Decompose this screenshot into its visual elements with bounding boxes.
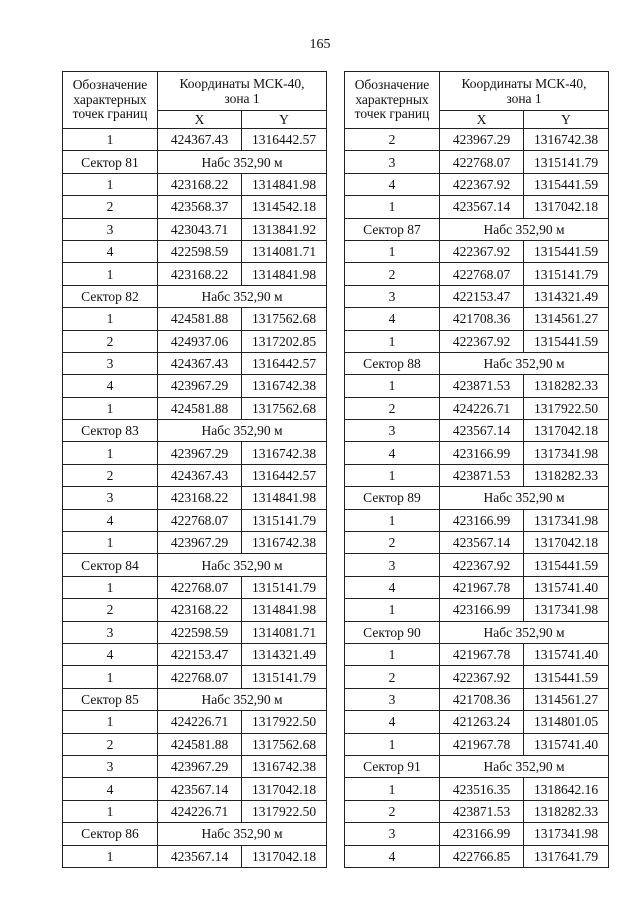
y-coordinate: 1317562.68	[242, 397, 327, 419]
table-row	[63, 509, 327, 531]
table-row	[345, 554, 609, 576]
x-coordinate: 423166.99	[440, 599, 524, 621]
y-coordinate: 1317341.98	[524, 823, 609, 845]
point-number: 4	[345, 442, 440, 464]
point-number: 4	[63, 509, 158, 531]
x-coordinate: 423168.22	[158, 173, 242, 195]
x-coordinate: 423967.29	[158, 532, 242, 554]
x-coordinate: 424367.43	[158, 464, 242, 486]
header-coord-line: зона 1	[506, 91, 542, 106]
x-coordinate: 422598.59	[158, 240, 242, 262]
point-number: 1	[63, 532, 158, 554]
point-number: 1	[63, 442, 158, 464]
y-coordinate: 1316742.38	[242, 375, 327, 397]
sector-name: Сектор 90	[345, 621, 440, 643]
sector-height: Набс 352,90 м	[158, 554, 327, 576]
point-number: 1	[63, 666, 158, 688]
sector-row	[63, 554, 327, 576]
y-coordinate: 1316442.57	[242, 464, 327, 486]
table-row	[63, 666, 327, 688]
table-header-row	[63, 72, 327, 111]
table-row	[345, 733, 609, 755]
table-row	[63, 129, 327, 151]
table-row	[63, 711, 327, 733]
sector-height: Набс 352,90 м	[440, 352, 609, 374]
sector-row	[345, 621, 609, 643]
table-row	[345, 330, 609, 352]
table-body	[63, 129, 327, 868]
header-y: Y	[524, 111, 609, 129]
point-number: 3	[345, 151, 440, 173]
x-coordinate: 422367.92	[440, 666, 524, 688]
y-coordinate: 1314542.18	[242, 196, 327, 218]
table-row	[63, 173, 327, 195]
table-row	[345, 285, 609, 307]
header-point-line: Обозначение	[72, 77, 148, 93]
sector-height: Набс 352,90 м	[440, 755, 609, 777]
y-coordinate: 1318642.16	[524, 778, 609, 800]
table-row	[345, 240, 609, 262]
x-coordinate: 424937.06	[158, 330, 242, 352]
header-x: X	[158, 111, 242, 129]
x-coordinate: 423168.22	[158, 263, 242, 285]
table-row	[345, 263, 609, 285]
x-coordinate: 422367.92	[440, 554, 524, 576]
y-coordinate: 1315741.40	[524, 733, 609, 755]
table-row	[345, 823, 609, 845]
table-row	[345, 129, 609, 151]
x-coordinate: 422153.47	[158, 643, 242, 665]
x-coordinate: 424226.71	[158, 800, 242, 822]
sector-name: Сектор 81	[63, 151, 158, 173]
x-coordinate: 421263.24	[440, 711, 524, 733]
x-coordinate: 422598.59	[158, 621, 242, 643]
x-coordinate: 423967.29	[440, 129, 524, 151]
point-number: 1	[345, 330, 440, 352]
x-coordinate: 422768.07	[158, 509, 242, 531]
table-row	[63, 352, 327, 374]
coordinates-table-right	[344, 71, 609, 868]
table-row	[345, 375, 609, 397]
table-row	[345, 845, 609, 867]
header-coordinates	[158, 72, 327, 111]
y-coordinate: 1316442.57	[242, 129, 327, 151]
x-coordinate: 423168.22	[158, 599, 242, 621]
y-coordinate: 1316742.38	[242, 442, 327, 464]
y-coordinate: 1316742.38	[242, 755, 327, 777]
point-number: 4	[345, 173, 440, 195]
point-number: 4	[345, 576, 440, 598]
x-coordinate: 423871.53	[440, 800, 524, 822]
x-coordinate: 423567.14	[440, 196, 524, 218]
y-coordinate: 1315141.79	[242, 509, 327, 531]
point-number: 4	[345, 711, 440, 733]
sector-row	[63, 823, 327, 845]
table-row	[345, 576, 609, 598]
x-coordinate: 423567.14	[440, 532, 524, 554]
point-number: 2	[345, 129, 440, 151]
point-number: 1	[63, 800, 158, 822]
table-row	[63, 778, 327, 800]
header-point-line: характерных	[355, 91, 429, 107]
point-number: 2	[63, 733, 158, 755]
y-coordinate: 1317341.98	[524, 599, 609, 621]
x-coordinate: 423168.22	[158, 487, 242, 509]
table-row	[63, 218, 327, 240]
table-row	[63, 599, 327, 621]
sector-height: Набс 352,90 м	[158, 420, 327, 442]
point-number: 1	[345, 196, 440, 218]
x-coordinate: 423871.53	[440, 375, 524, 397]
x-coordinate: 423166.99	[440, 509, 524, 531]
point-number: 4	[63, 778, 158, 800]
table-row	[63, 733, 327, 755]
y-coordinate: 1317562.68	[242, 733, 327, 755]
point-number: 1	[63, 576, 158, 598]
table-row	[63, 330, 327, 352]
x-coordinate: 421967.78	[440, 576, 524, 598]
y-coordinate: 1317641.79	[524, 845, 609, 867]
table-row	[63, 263, 327, 285]
y-coordinate: 1314841.98	[242, 173, 327, 195]
x-coordinate: 423567.14	[158, 845, 242, 867]
table-row	[63, 240, 327, 262]
y-coordinate: 1314561.27	[524, 688, 609, 710]
x-coordinate: 422768.07	[158, 576, 242, 598]
point-number: 2	[345, 532, 440, 554]
point-number: 1	[63, 173, 158, 195]
sector-name: Сектор 89	[345, 487, 440, 509]
point-number: 1	[345, 733, 440, 755]
y-coordinate: 1315741.40	[524, 643, 609, 665]
header-point-line: характерных	[73, 91, 147, 107]
y-coordinate: 1317042.18	[524, 196, 609, 218]
table-row	[63, 442, 327, 464]
y-coordinate: 1317562.68	[242, 308, 327, 330]
y-coordinate: 1315441.59	[524, 330, 609, 352]
sector-height: Набс 352,90 м	[440, 487, 609, 509]
x-coordinate: 422367.92	[440, 330, 524, 352]
point-number: 3	[63, 487, 158, 509]
x-coordinate: 422766.85	[440, 845, 524, 867]
table-row	[345, 509, 609, 531]
y-coordinate: 1314561.27	[524, 308, 609, 330]
y-coordinate: 1315141.79	[524, 263, 609, 285]
y-coordinate: 1314081.71	[242, 240, 327, 262]
sector-height: Набс 352,90 м	[158, 823, 327, 845]
header-point-line: точек границ	[354, 106, 430, 122]
x-coordinate: 423516.35	[440, 778, 524, 800]
y-coordinate: 1318282.33	[524, 375, 609, 397]
y-coordinate: 1315141.79	[524, 151, 609, 173]
point-number: 2	[345, 666, 440, 688]
x-coordinate: 423166.99	[440, 823, 524, 845]
point-number: 2	[63, 330, 158, 352]
table-row	[345, 711, 609, 733]
table-row	[345, 442, 609, 464]
sector-name: Сектор 83	[63, 420, 158, 442]
x-coordinate: 421708.36	[440, 308, 524, 330]
table-row	[345, 151, 609, 173]
sector-name: Сектор 85	[63, 688, 158, 710]
point-number: 3	[345, 285, 440, 307]
table-row	[63, 532, 327, 554]
point-number: 2	[63, 464, 158, 486]
x-coordinate: 423967.29	[158, 442, 242, 464]
coordinates-table-left	[62, 71, 327, 868]
point-number: 2	[345, 397, 440, 419]
table-row	[63, 464, 327, 486]
table-row	[345, 666, 609, 688]
x-coordinate: 423567.14	[440, 420, 524, 442]
point-number: 1	[345, 599, 440, 621]
table-row	[63, 487, 327, 509]
y-coordinate: 1314841.98	[242, 263, 327, 285]
y-coordinate: 1317042.18	[242, 778, 327, 800]
table-row	[63, 308, 327, 330]
x-coordinate: 422768.07	[440, 263, 524, 285]
point-number: 1	[345, 375, 440, 397]
point-number: 1	[345, 509, 440, 531]
header-point-line: Обозначение	[354, 77, 430, 93]
table-body	[345, 129, 609, 868]
header-x: X	[440, 111, 524, 129]
point-number: 2	[345, 263, 440, 285]
y-coordinate: 1315741.40	[524, 576, 609, 598]
point-number: 4	[63, 643, 158, 665]
table-row	[63, 621, 327, 643]
table-row	[345, 778, 609, 800]
y-coordinate: 1317042.18	[524, 420, 609, 442]
x-coordinate: 422768.07	[440, 151, 524, 173]
y-coordinate: 1317922.50	[242, 711, 327, 733]
table-row	[345, 308, 609, 330]
table-row	[345, 397, 609, 419]
x-coordinate: 422367.92	[440, 173, 524, 195]
y-coordinate: 1315441.59	[524, 554, 609, 576]
point-number: 3	[63, 352, 158, 374]
table-row	[63, 576, 327, 598]
x-coordinate: 422153.47	[440, 285, 524, 307]
y-coordinate: 1317922.50	[242, 800, 327, 822]
point-number: 4	[345, 308, 440, 330]
x-coordinate: 423568.37	[158, 196, 242, 218]
y-coordinate: 1318282.33	[524, 800, 609, 822]
y-coordinate: 1316442.57	[242, 352, 327, 374]
header-y: Y	[242, 111, 327, 129]
x-coordinate: 421967.78	[440, 733, 524, 755]
table-header-row	[345, 72, 609, 111]
y-coordinate: 1318282.33	[524, 464, 609, 486]
x-coordinate: 423967.29	[158, 375, 242, 397]
table-row	[63, 196, 327, 218]
point-number: 1	[63, 397, 158, 419]
point-number: 1	[63, 308, 158, 330]
sector-row	[63, 151, 327, 173]
y-coordinate: 1315141.79	[242, 666, 327, 688]
table-row	[345, 800, 609, 822]
sector-name: Сектор 82	[63, 285, 158, 307]
point-number: 1	[345, 778, 440, 800]
y-coordinate: 1317202.85	[242, 330, 327, 352]
table-row	[345, 643, 609, 665]
point-number: 4	[63, 375, 158, 397]
table-row	[63, 755, 327, 777]
table-row	[63, 375, 327, 397]
sector-row	[345, 218, 609, 240]
sector-height: Набс 352,90 м	[440, 218, 609, 240]
x-coordinate: 423967.29	[158, 755, 242, 777]
point-number: 3	[345, 688, 440, 710]
point-number: 2	[63, 599, 158, 621]
sector-row	[63, 285, 327, 307]
sector-height: Набс 352,90 м	[158, 688, 327, 710]
page-number: 165	[309, 37, 331, 52]
sector-height: Набс 352,90 м	[158, 285, 327, 307]
y-coordinate: 1314841.98	[242, 487, 327, 509]
y-coordinate: 1315441.59	[524, 173, 609, 195]
point-number: 3	[345, 554, 440, 576]
point-number: 1	[63, 263, 158, 285]
header-point-line: точек границ	[72, 106, 148, 122]
point-number: 3	[345, 420, 440, 442]
x-coordinate: 424581.88	[158, 397, 242, 419]
x-coordinate: 423567.14	[158, 778, 242, 800]
header-point-designation	[63, 72, 158, 129]
sector-name: Сектор 86	[63, 823, 158, 845]
header-coord-line: Координаты МСК-40,	[179, 76, 305, 91]
point-number: 1	[345, 643, 440, 665]
x-coordinate: 423871.53	[440, 464, 524, 486]
table-row	[345, 688, 609, 710]
table-row	[63, 643, 327, 665]
y-coordinate: 1315441.59	[524, 666, 609, 688]
y-coordinate: 1317922.50	[524, 397, 609, 419]
x-coordinate: 422768.07	[158, 666, 242, 688]
table-row	[63, 397, 327, 419]
point-number: 3	[63, 621, 158, 643]
table-row	[63, 800, 327, 822]
y-coordinate: 1317341.98	[524, 442, 609, 464]
point-number: 1	[63, 711, 158, 733]
point-number: 2	[63, 196, 158, 218]
header-coord-line: зона 1	[224, 91, 260, 106]
x-coordinate: 424226.71	[440, 397, 524, 419]
header-coordinates	[440, 72, 609, 111]
y-coordinate: 1315141.79	[242, 576, 327, 598]
x-coordinate: 424226.71	[158, 711, 242, 733]
y-coordinate: 1314801.05	[524, 711, 609, 733]
sector-name: Сектор 87	[345, 218, 440, 240]
table-row	[345, 196, 609, 218]
sector-name: Сектор 91	[345, 755, 440, 777]
y-coordinate: 1316742.38	[524, 129, 609, 151]
point-number: 1	[63, 129, 158, 151]
point-number: 4	[63, 240, 158, 262]
sector-row	[345, 487, 609, 509]
point-number: 1	[345, 464, 440, 486]
x-coordinate: 424581.88	[158, 733, 242, 755]
y-coordinate: 1315441.59	[524, 240, 609, 262]
table-row	[345, 420, 609, 442]
y-coordinate: 1314321.49	[524, 285, 609, 307]
x-coordinate: 421967.78	[440, 643, 524, 665]
table-row	[345, 532, 609, 554]
sector-name: Сектор 84	[63, 554, 158, 576]
point-number: 1	[63, 845, 158, 867]
point-number: 1	[345, 240, 440, 262]
sector-height: Набс 352,90 м	[440, 621, 609, 643]
y-coordinate: 1316742.38	[242, 532, 327, 554]
point-number: 3	[345, 823, 440, 845]
x-coordinate: 421708.36	[440, 688, 524, 710]
table-row	[345, 173, 609, 195]
y-coordinate: 1314081.71	[242, 621, 327, 643]
point-number: 3	[63, 755, 158, 777]
sector-row	[63, 420, 327, 442]
x-coordinate: 424367.43	[158, 129, 242, 151]
sector-row	[63, 688, 327, 710]
y-coordinate: 1314321.49	[242, 643, 327, 665]
x-coordinate: 424581.88	[158, 308, 242, 330]
table-row	[345, 599, 609, 621]
sector-height: Набс 352,90 м	[158, 151, 327, 173]
point-number: 2	[345, 800, 440, 822]
point-number: 3	[63, 218, 158, 240]
x-coordinate: 424367.43	[158, 352, 242, 374]
y-coordinate: 1317042.18	[524, 532, 609, 554]
sector-row	[345, 755, 609, 777]
table-row	[345, 464, 609, 486]
x-coordinate: 423043.71	[158, 218, 242, 240]
sector-name: Сектор 88	[345, 352, 440, 374]
y-coordinate: 1314841.98	[242, 599, 327, 621]
x-coordinate: 423166.99	[440, 442, 524, 464]
table-row	[63, 845, 327, 867]
header-point-designation	[345, 72, 440, 129]
point-number: 4	[345, 845, 440, 867]
header-coord-line: Координаты МСК-40,	[461, 76, 587, 91]
y-coordinate: 1313841.92	[242, 218, 327, 240]
sector-row	[345, 352, 609, 374]
x-coordinate: 422367.92	[440, 240, 524, 262]
y-coordinate: 1317042.18	[242, 845, 327, 867]
y-coordinate: 1317341.98	[524, 509, 609, 531]
